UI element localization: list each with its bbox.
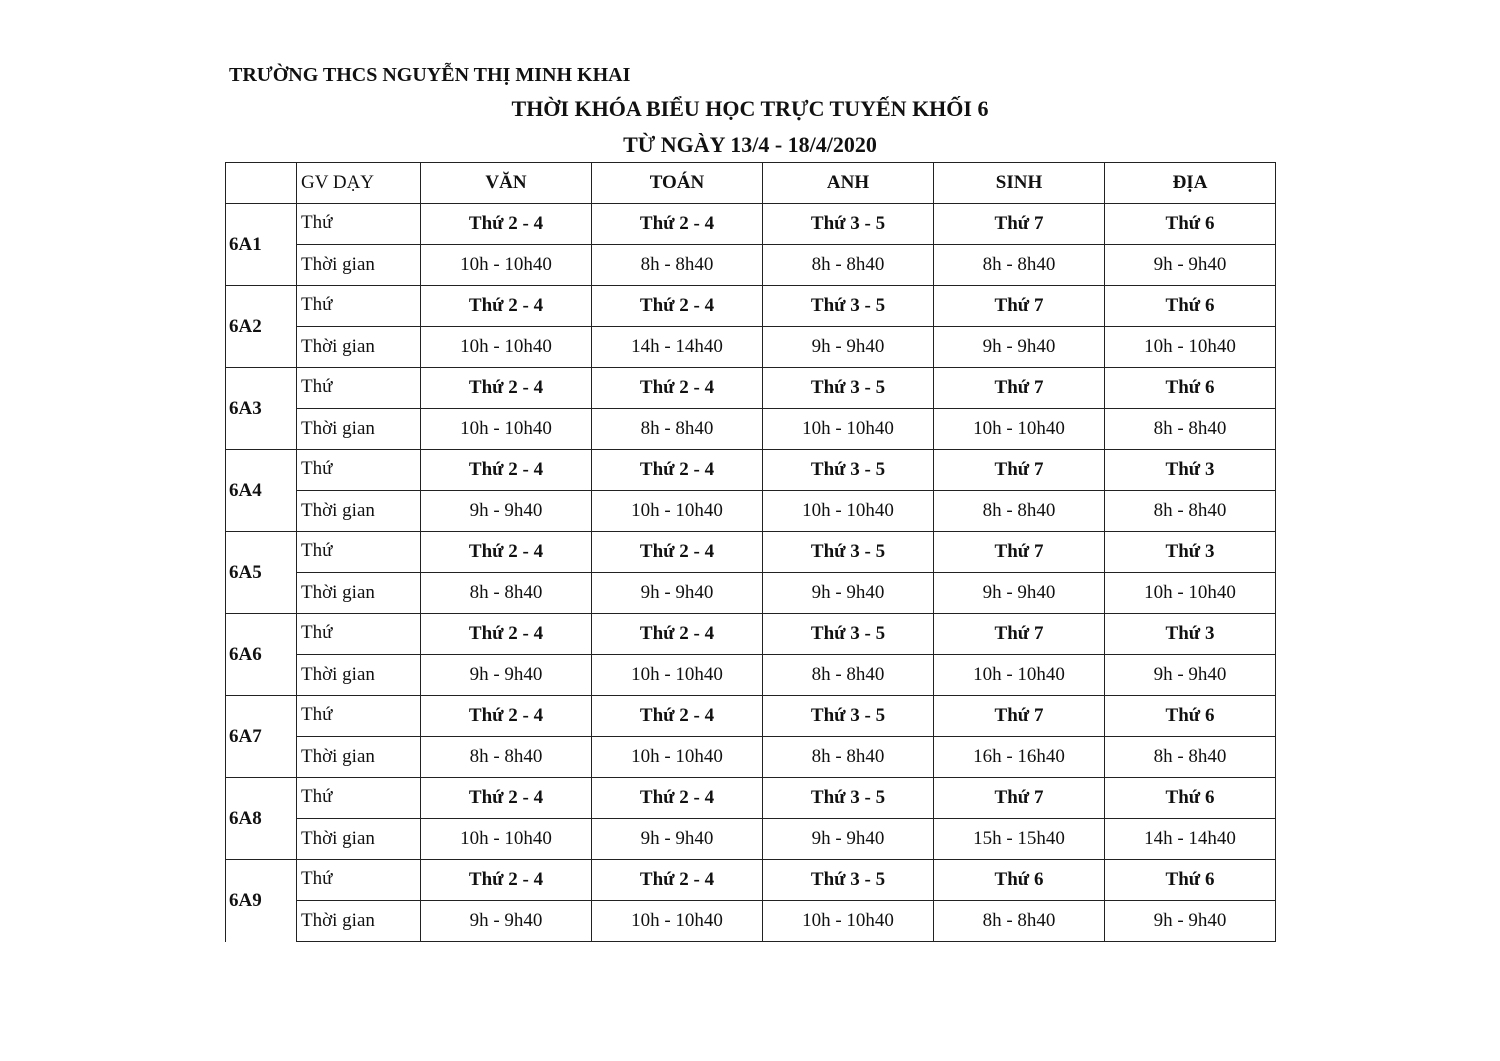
schedule-day: Thứ 2 - 4 [421, 778, 592, 819]
schedule-time: 8h - 8h40 [421, 573, 592, 614]
schedule-day: Thứ 3 - 5 [763, 614, 934, 655]
page-title: THỜI KHÓA BIỂU HỌC TRỰC TUYẾN KHỐI 6 [511, 96, 989, 121]
schedule-time: 8h - 8h40 [592, 409, 763, 450]
class-day-row [226, 696, 1276, 737]
schedule-day: Thứ 3 - 5 [763, 860, 934, 901]
class-time-row [226, 737, 1276, 778]
schedule-time: 9h - 9h40 [1105, 901, 1276, 942]
schedule-time: 9h - 9h40 [421, 491, 592, 532]
schedule-day: Thứ 3 [1105, 532, 1276, 573]
time-label: Thời gian [297, 245, 421, 286]
schedule-day: Thứ 2 - 4 [421, 204, 592, 245]
class-name: 6A3 [226, 368, 297, 450]
schedule-time: 8h - 8h40 [934, 245, 1105, 286]
schedule-day: Thứ 3 - 5 [763, 368, 934, 409]
time-label: Thời gian [297, 819, 421, 860]
schedule-day: Thứ 3 - 5 [763, 450, 934, 491]
schedule-time: 8h - 8h40 [1105, 737, 1276, 778]
schedule-day: Thứ 2 - 4 [592, 286, 763, 327]
corner-cell [226, 163, 297, 204]
schedule-time: 9h - 9h40 [421, 655, 592, 696]
class-day-row [226, 368, 1276, 409]
schedule-day: Thứ 2 - 4 [592, 778, 763, 819]
schedule-time: 9h - 9h40 [934, 573, 1105, 614]
class-name: 6A4 [226, 450, 297, 532]
class-time-row [226, 491, 1276, 532]
schedule-day: Thứ 2 - 4 [421, 286, 592, 327]
class-name: 6A7 [226, 696, 297, 778]
schedule-day: Thứ 3 - 5 [763, 204, 934, 245]
schedule-day: Thứ 7 [934, 204, 1105, 245]
class-name: 6A5 [226, 532, 297, 614]
schedule-day: Thứ 2 - 4 [592, 860, 763, 901]
schedule-time: 10h - 10h40 [934, 655, 1105, 696]
class-name: 6A9 [226, 860, 297, 942]
class-day-row [226, 286, 1276, 327]
schedule-time: 8h - 8h40 [592, 245, 763, 286]
schedule-day: Thứ 7 [934, 286, 1105, 327]
class-day-row [226, 778, 1276, 819]
schedule-day: Thứ 3 [1105, 614, 1276, 655]
class-day-row [226, 614, 1276, 655]
schedule-time: 8h - 8h40 [763, 655, 934, 696]
schedule-time: 8h - 8h40 [1105, 409, 1276, 450]
schedule-day: Thứ 6 [1105, 696, 1276, 737]
schedule-day: Thứ 3 [1105, 450, 1276, 491]
schedule-time: 10h - 10h40 [592, 655, 763, 696]
schedule-time: 15h - 15h40 [934, 819, 1105, 860]
schedule-day: Thứ 3 - 5 [763, 532, 934, 573]
schedule-time: 9h - 9h40 [763, 819, 934, 860]
class-time-row [226, 573, 1276, 614]
day-label: Thứ [297, 204, 421, 245]
subject-header: SINH [934, 163, 1105, 204]
time-label: Thời gian [297, 655, 421, 696]
schedule-day: Thứ 6 [1105, 778, 1276, 819]
class-time-row [226, 901, 1276, 942]
schedule-time: 8h - 8h40 [421, 737, 592, 778]
schedule-time: 9h - 9h40 [763, 573, 934, 614]
schedule-day: Thứ 7 [934, 450, 1105, 491]
schedule-day: Thứ 2 - 4 [421, 696, 592, 737]
schedule-time: 9h - 9h40 [1105, 655, 1276, 696]
schedule-time: 10h - 10h40 [1105, 327, 1276, 368]
schedule-day: Thứ 2 - 4 [592, 532, 763, 573]
schedule-day: Thứ 2 - 4 [592, 696, 763, 737]
time-label: Thời gian [297, 409, 421, 450]
schedule-day: Thứ 3 - 5 [763, 696, 934, 737]
header-row [226, 163, 1276, 204]
schedule-day: Thứ 6 [1105, 204, 1276, 245]
day-label: Thứ [297, 450, 421, 491]
class-day-row [226, 204, 1276, 245]
schedule-time: 10h - 10h40 [763, 901, 934, 942]
schedule-time: 8h - 8h40 [934, 901, 1105, 942]
schedule-time: 10h - 10h40 [421, 819, 592, 860]
schedule-time: 9h - 9h40 [1105, 245, 1276, 286]
time-label: Thời gian [297, 901, 421, 942]
class-time-row [226, 409, 1276, 450]
schedule-time: 9h - 9h40 [592, 573, 763, 614]
subject-header: ANH [763, 163, 934, 204]
class-name: 6A6 [226, 614, 297, 696]
schedule-time: 8h - 8h40 [763, 737, 934, 778]
schedule-day: Thứ 7 [934, 614, 1105, 655]
schedule-time: 9h - 9h40 [592, 819, 763, 860]
schedule-time: 10h - 10h40 [592, 491, 763, 532]
class-name: 6A2 [226, 286, 297, 368]
schedule-time: 10h - 10h40 [1105, 573, 1276, 614]
schedule-day: Thứ 3 - 5 [763, 286, 934, 327]
time-label: Thời gian [297, 327, 421, 368]
day-label: Thứ [297, 614, 421, 655]
schedule-time: 10h - 10h40 [763, 409, 934, 450]
subject-header: TOÁN [592, 163, 763, 204]
class-name: 6A8 [226, 778, 297, 860]
schedule-day: Thứ 3 - 5 [763, 778, 934, 819]
schedule-time: 14h - 14h40 [1105, 819, 1276, 860]
schedule-time: 10h - 10h40 [592, 901, 763, 942]
schedule-day: Thứ 2 - 4 [421, 614, 592, 655]
timetable-body [226, 204, 1276, 942]
class-time-row [226, 819, 1276, 860]
time-label: Thời gian [297, 491, 421, 532]
day-label: Thứ [297, 860, 421, 901]
subject-header: ĐỊA [1105, 163, 1276, 204]
schedule-day: Thứ 2 - 4 [592, 614, 763, 655]
schedule-time: 10h - 10h40 [934, 409, 1105, 450]
time-label: Thời gian [297, 737, 421, 778]
day-label: Thứ [297, 532, 421, 573]
class-name: 6A1 [226, 204, 297, 286]
schedule-day: Thứ 2 - 4 [421, 450, 592, 491]
schedule-time: 8h - 8h40 [763, 245, 934, 286]
time-label: Thời gian [297, 573, 421, 614]
schedule-day: Thứ 6 [1105, 368, 1276, 409]
day-label: Thứ [297, 286, 421, 327]
gv-header: GV DẠY [297, 163, 421, 204]
class-day-row [226, 450, 1276, 491]
schedule-day: Thứ 2 - 4 [592, 204, 763, 245]
schedule-time: 10h - 10h40 [421, 327, 592, 368]
school-name: TRƯỜNG THCS NGUYỄN THỊ MINH KHAI [229, 64, 631, 86]
schedule-time: 10h - 10h40 [421, 245, 592, 286]
schedule-time: 10h - 10h40 [421, 409, 592, 450]
schedule-time: 9h - 9h40 [421, 901, 592, 942]
schedule-day: Thứ 7 [934, 368, 1105, 409]
schedule-day: Thứ 6 [934, 860, 1105, 901]
class-time-row [226, 655, 1276, 696]
schedule-day: Thứ 7 [934, 532, 1105, 573]
schedule-time: 10h - 10h40 [763, 491, 934, 532]
timetable [225, 162, 1276, 942]
schedule-day: Thứ 2 - 4 [421, 368, 592, 409]
class-time-row [226, 327, 1276, 368]
schedule-day: Thứ 2 - 4 [592, 368, 763, 409]
schedule-time: 9h - 9h40 [934, 327, 1105, 368]
subject-header: VĂN [421, 163, 592, 204]
schedule-day: Thứ 2 - 4 [592, 450, 763, 491]
day-label: Thứ [297, 778, 421, 819]
class-day-row [226, 860, 1276, 901]
schedule-day: Thứ 7 [934, 696, 1105, 737]
day-label: Thứ [297, 368, 421, 409]
schedule-time: 8h - 8h40 [934, 491, 1105, 532]
schedule-time: 9h - 9h40 [763, 327, 934, 368]
date-range: TỪ NGÀY 13/4 - 18/4/2020 [623, 132, 877, 157]
schedule-time: 14h - 14h40 [592, 327, 763, 368]
day-label: Thứ [297, 696, 421, 737]
schedule-day: Thứ 2 - 4 [421, 532, 592, 573]
class-time-row [226, 245, 1276, 286]
schedule-day: Thứ 6 [1105, 860, 1276, 901]
schedule-day: Thứ 7 [934, 778, 1105, 819]
schedule-day: Thứ 6 [1105, 286, 1276, 327]
schedule-time: 10h - 10h40 [592, 737, 763, 778]
schedule-day: Thứ 2 - 4 [421, 860, 592, 901]
class-day-row [226, 532, 1276, 573]
schedule-time: 16h - 16h40 [934, 737, 1105, 778]
schedule-time: 8h - 8h40 [1105, 491, 1276, 532]
